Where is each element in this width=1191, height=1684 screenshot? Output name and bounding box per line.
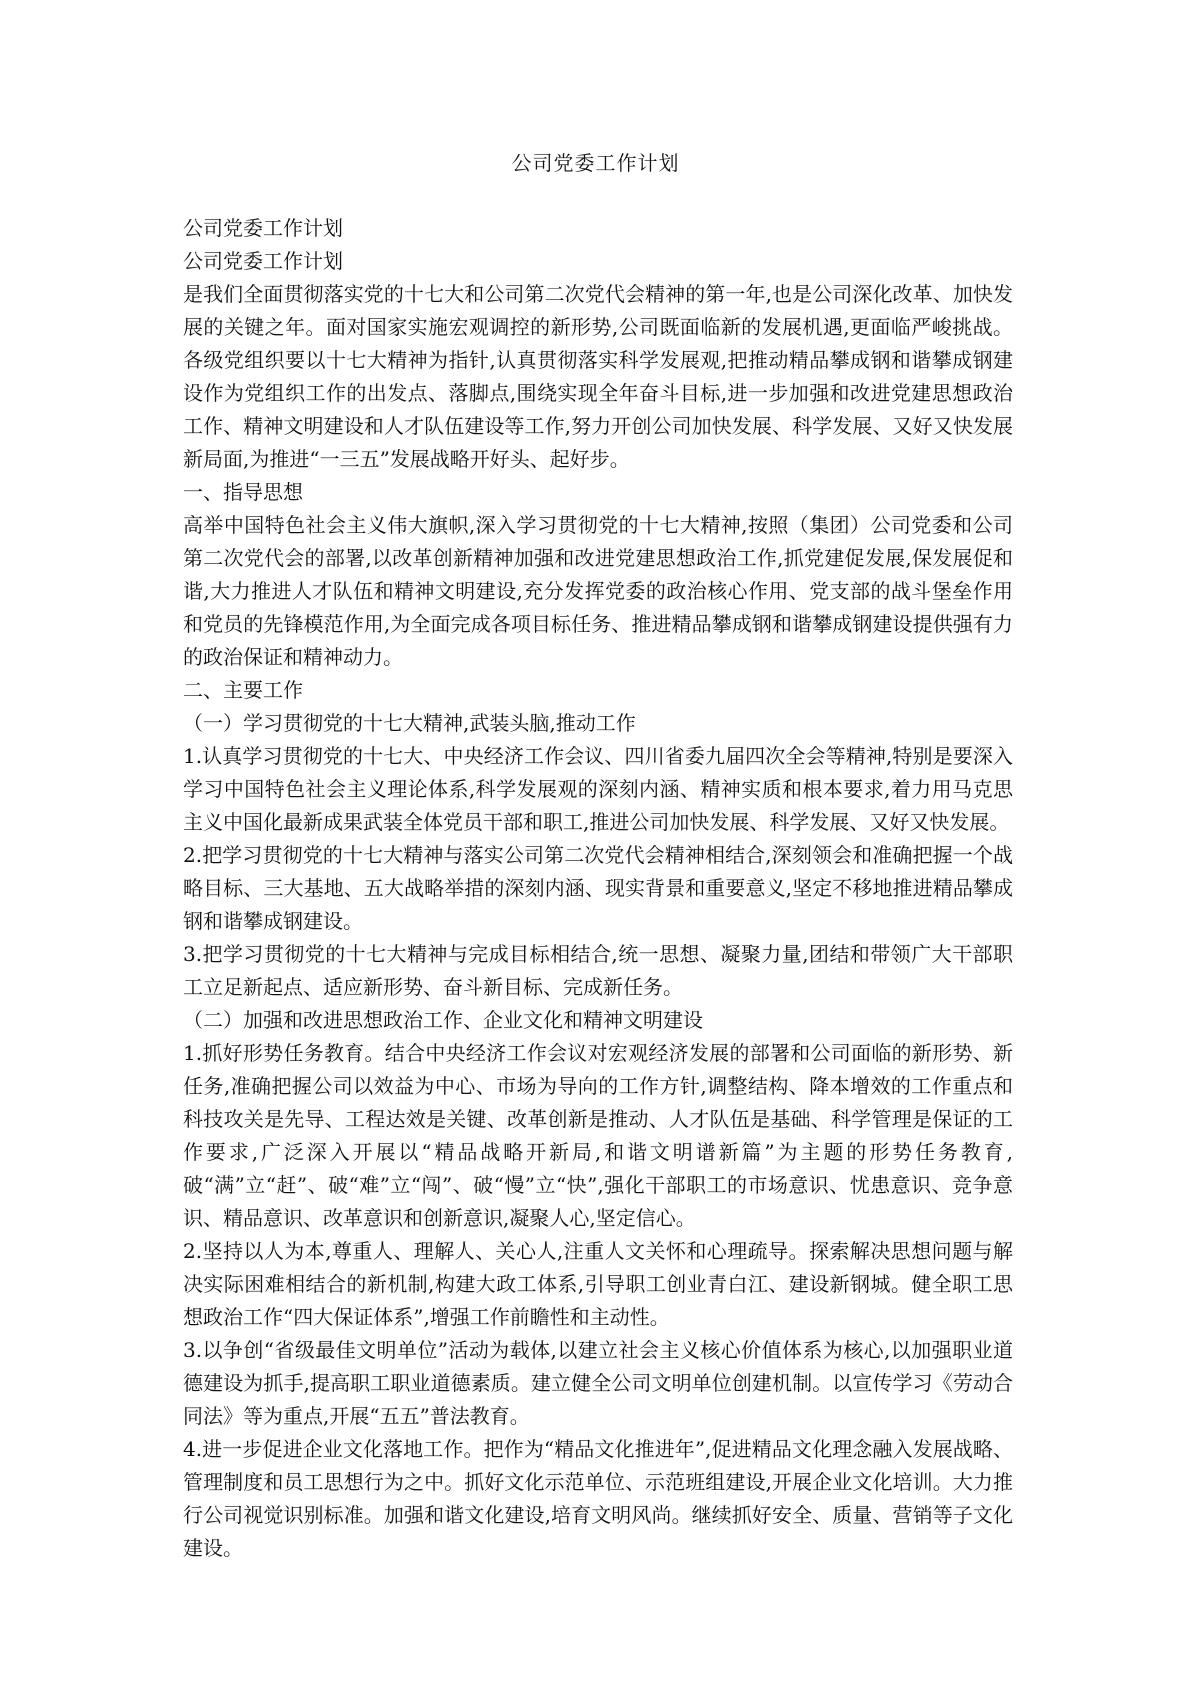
paragraph-heading: 公司党委工作计划 bbox=[183, 216, 343, 240]
document-body bbox=[183, 212, 1013, 1565]
list-item: 4.进一步促进企业文化落地工作。把作为“精品文化推进年”,促进精品文化理念融入发展战略、管理制度和员工思想行为之中。抓好文化示范单位、示范班组建设,开展企业文化培训。大力推行公司视觉识别标准。加强和谐文化建设,培育文明风尚。继续抓好安全、质量、营销等子文化建设。 bbox=[183, 1437, 1013, 1560]
list-item: 1.认真学习贯彻党的十七大、中央经济工作会议、四川省委九届四次全会等精神,特别是要深入学习中国特色社会主义理论体系,科学发展观的深刻内涵、精神实质和根本要求,着力用马克思主义中国化最新成果武装全体党员干部和职工,推进公司加快发展、科学发展、又好又快发展。 bbox=[183, 744, 1013, 834]
list-item: 3.把学习贯彻党的十七大精神与完成目标相结合,统一思想、凝聚力量,团结和带领广大干部职工立足新起点、适应新形势、奋斗新目标、完成新任务。 bbox=[183, 942, 1013, 999]
subsection-heading-2: （二）加强和改进思想政治工作、企业文化和精神文明建设 bbox=[183, 1008, 703, 1032]
list-item: 2.坚持以人为本,尊重人、理解人、关心人,注重人文关怀和心理疏导。探索解决思想问题与解决实际困难相结合的新机制,构建大政工体系,引导职工创业青白江、建设新钢城。健全职工思想政治工作“四大保证体系”,增强工作前瞻性和主动性。 bbox=[183, 1239, 1013, 1329]
list-item: 3.以争创“省级最佳文明单位”活动为载体,以建立社会主义核心价值体系为核心,以加强职业道德建设为抓手,提高职工职业道德素质。建立健全公司文明单位创建机制。以宣传学习《劳动合同法》等为重点,开展“五五”普法教育。 bbox=[183, 1338, 1013, 1428]
list-item: 1.抓好形势任务教育。结合中央经济工作会议对宏观经济发展的部署和公司面临的新形势、新任务,准确把握公司以效益为中心、市场为导向的工作方针,调整结构、降本增效的工作重点和科技攻关是先导、工程达效是关键、改革创新是推动、人才队伍是基础、科学管理是保证的工作要求,广泛深入开展以“精品战略开新局,和谐文明谱新篇”为主题的形势任务教育,破“满”立“赶”、破“难”立“闯”、破“慢”立“快”,强化干部职工的市场意识、忧患意识、竞争意识、精品意识、改革意识和创新意识,凝聚人心,坚定信心。 bbox=[183, 1041, 1013, 1230]
paragraph-intro: 是我们全面贯彻落实党的十七大和公司第二次党代会精神的第一年,也是公司深化改革、加快发展的关键之年。面对国家实施宏观调控的新形势,公司既面临新的发展机遇,更面临严峻挑战。各级党组织要以十七大精神为指针,认真贯彻落实科学发展观,把推动精品攀成钢和谐攀成钢建设作为党组织工作的出发点、落脚点,围绕实现全年奋斗目标,进一步加强和改进党建思想政治工作、精神文明建设和人才队伍建设等工作,努力开创公司加快发展、科学发展、又好又快发展新局面,为推进“一三五”发展战略开好头、起好步。 bbox=[183, 282, 1013, 471]
subsection-heading-1: （一）学习贯彻党的十七大精神,武装头脑,推动工作 bbox=[183, 711, 636, 735]
page-title: 公司党委工作计划 bbox=[511, 151, 680, 175]
paragraph-heading: 公司党委工作计划 bbox=[183, 249, 343, 273]
section-heading-main-work: 二、主要工作 bbox=[183, 678, 303, 702]
list-item: 2.把学习贯彻党的十七大精神与落实公司第二次党代会精神相结合,深刻领会和准确把握一个战略目标、三大基地、五大战略举措的深刻内涵、现实背景和重要意义,坚定不移地推进精品攀成钢和谐攀成钢建设。 bbox=[183, 843, 1013, 933]
section-heading-guiding-thought: 一、指导思想 bbox=[183, 480, 303, 504]
paragraph-guiding-thought: 高举中国特色社会主义伟大旗帜,深入学习贯彻党的十七大精神,按照（集团）公司党委和公司第二次党代会的部署,以改革创新精神加强和改进党建思想政治工作,抓党建促发展,保发展促和谐,大力推进人才队伍和精神文明建设,充分发挥党委的政治核心作用、党支部的战斗堡垒作用和党员的先锋模范作用,为全面完成各项目标任务、推进精品攀成钢和谐攀成钢建设提供强有力的政治保证和精神动力。 bbox=[183, 513, 1013, 669]
